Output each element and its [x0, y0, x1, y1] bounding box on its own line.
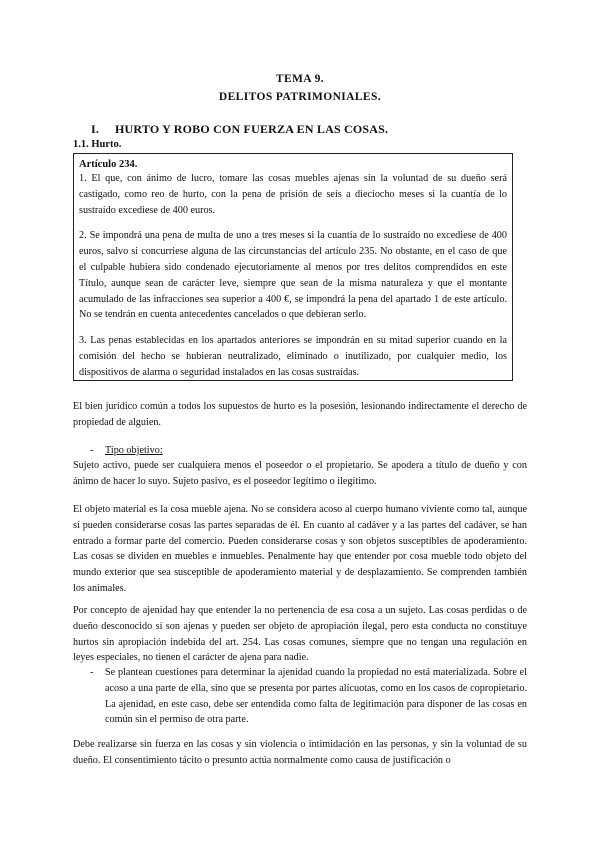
section-number: I. [91, 122, 100, 136]
dash-marker: - [90, 445, 94, 456]
article-paragraph-1: 1. El que, con ánimo de lucro, tomare las cosas muebles ajenas sin la voluntad de su dueño será castigado, como reo de hurto, con la pena de prisión de seis a dieciocho meses si la cuantía de lo sustraído excediese de 400 euros. [79, 173, 507, 216]
paragraph-objeto-material [73, 502, 527, 597]
document-title: TEMA 9. [275, 73, 325, 85]
document-subtitle: DELITOS PATRIMONIALES. [218, 91, 382, 103]
dash-marker: - [90, 667, 94, 678]
paragraph-sujeto [73, 458, 527, 490]
paragraph-text: Sujeto activo, puede ser cualquiera menos el poseedor o el propietario. Se apodera a título de dueño y con ánimo de hacer lo suyo. Sujeto pasivo, es el poseedor legítimo o ilegítimo. [73, 460, 527, 487]
bullet-text: Se plantean cuestiones para determinar la ajenidad cuando la propiedad no está materializada. Sobre el acoso a una parte de ella, sino que se presenta por partes alícuotas, como en los casos de copropietario. La ajenidad, en este caso, debe ser entendida como falta de legitimación para disponer de las cosas en común sin el permiso de otra parte. [105, 667, 527, 726]
bullet-ajenidad [73, 665, 527, 728]
article-heading: Artículo 234. [79, 159, 138, 170]
paragraph-text: El objeto material es la cosa mueble ajena. No se considera acoso al cuerpo humano viviente como tal, aunque sí pueden considerarse cosas las partes separadas de él. En cuanto al cadáver y a las partes del cadáver, se han entrado a formar parte del comercio. Pueden considerarse cosas y son objetos susceptibles de apoderamiento. Las cosas se dividen en muebles e inmuebles. Penalmente hay que entender por cosa mueble todo objeto del mundo exterior que sea susceptible de apoderamiento material y de desplazamiento. Se comprenden también los animales. [73, 504, 527, 594]
tipo-objetivo-heading [73, 443, 527, 459]
article-paragraph-2: 2. Se impondrá una pena de multa de uno a tres meses si la cuantía de lo sustraído no excediese de 400 euros, salvo si concurriese alguna de las circunstancias del artículo 235. No obstante, en el caso de que el culpable hubiera sido condenado ejecutoriamente al menos por tres delitos comprendidos en este Título, aunque sean de carácter leve, siempre que sean de la misma naturaleza y que el montante acumulado de las infracciones sea superior a 400 €, se impondrá la pena del apartado 1 de este artículo. No se tendrán en cuenta antecedentes cancelados o que debieran serlo. [79, 230, 507, 321]
paragraph-sin-fuerza [73, 737, 527, 769]
tipo-objetivo-label: Tipo objetivo: [105, 445, 163, 456]
paragraph-ajenidad [73, 603, 527, 666]
paragraph-text: El bien jurídico común a todos los supuestos de hurto es la posesión, lesionando indirectamente el derecho de propiedad de alguien. [73, 401, 527, 428]
section-title: HURTO Y ROBO CON FUERZA EN LAS COSAS. [115, 122, 389, 136]
dash-list-item [73, 443, 527, 459]
dash-list-item [73, 665, 527, 728]
subsection-heading: 1.1. Hurto. [73, 139, 122, 150]
article-paragraph-3: 3. Las penas establecidas en los apartados anteriores se impondrán en su mitad superior cuando en la comisión del hecho se hubieran neutralizado, eliminado o inutilizado, por cualquier medio, los dispositivos de alarma o seguridad instalados en las cosas sustraídas. [79, 335, 507, 378]
section-heading [91, 122, 388, 137]
article-box [73, 153, 513, 381]
paragraph-bien-juridico [73, 399, 527, 431]
paragraph-text: Debe realizarse sin fuerza en las cosas y sin violencia o intimidación en las personas, y sin la voluntad de su dueño. El consentimiento tácito o presunto actúa normalmente como causa de justificación o [73, 739, 527, 766]
paragraph-text: Por concepto de ajenidad hay que entender la no pertenencia de esa cosa a un sujeto. Las cosas perdidas o de dueño desconocido sí son ajenas y pueden ser objeto de apropiación ilegal, pero esta conducta no constituye hurtos sin apropiación indebida del art. 254. Las cosas comunes, siempre que no tengan una regulación en leyes especiales, no tienen el carácter de ajena para nadie. [73, 605, 527, 664]
